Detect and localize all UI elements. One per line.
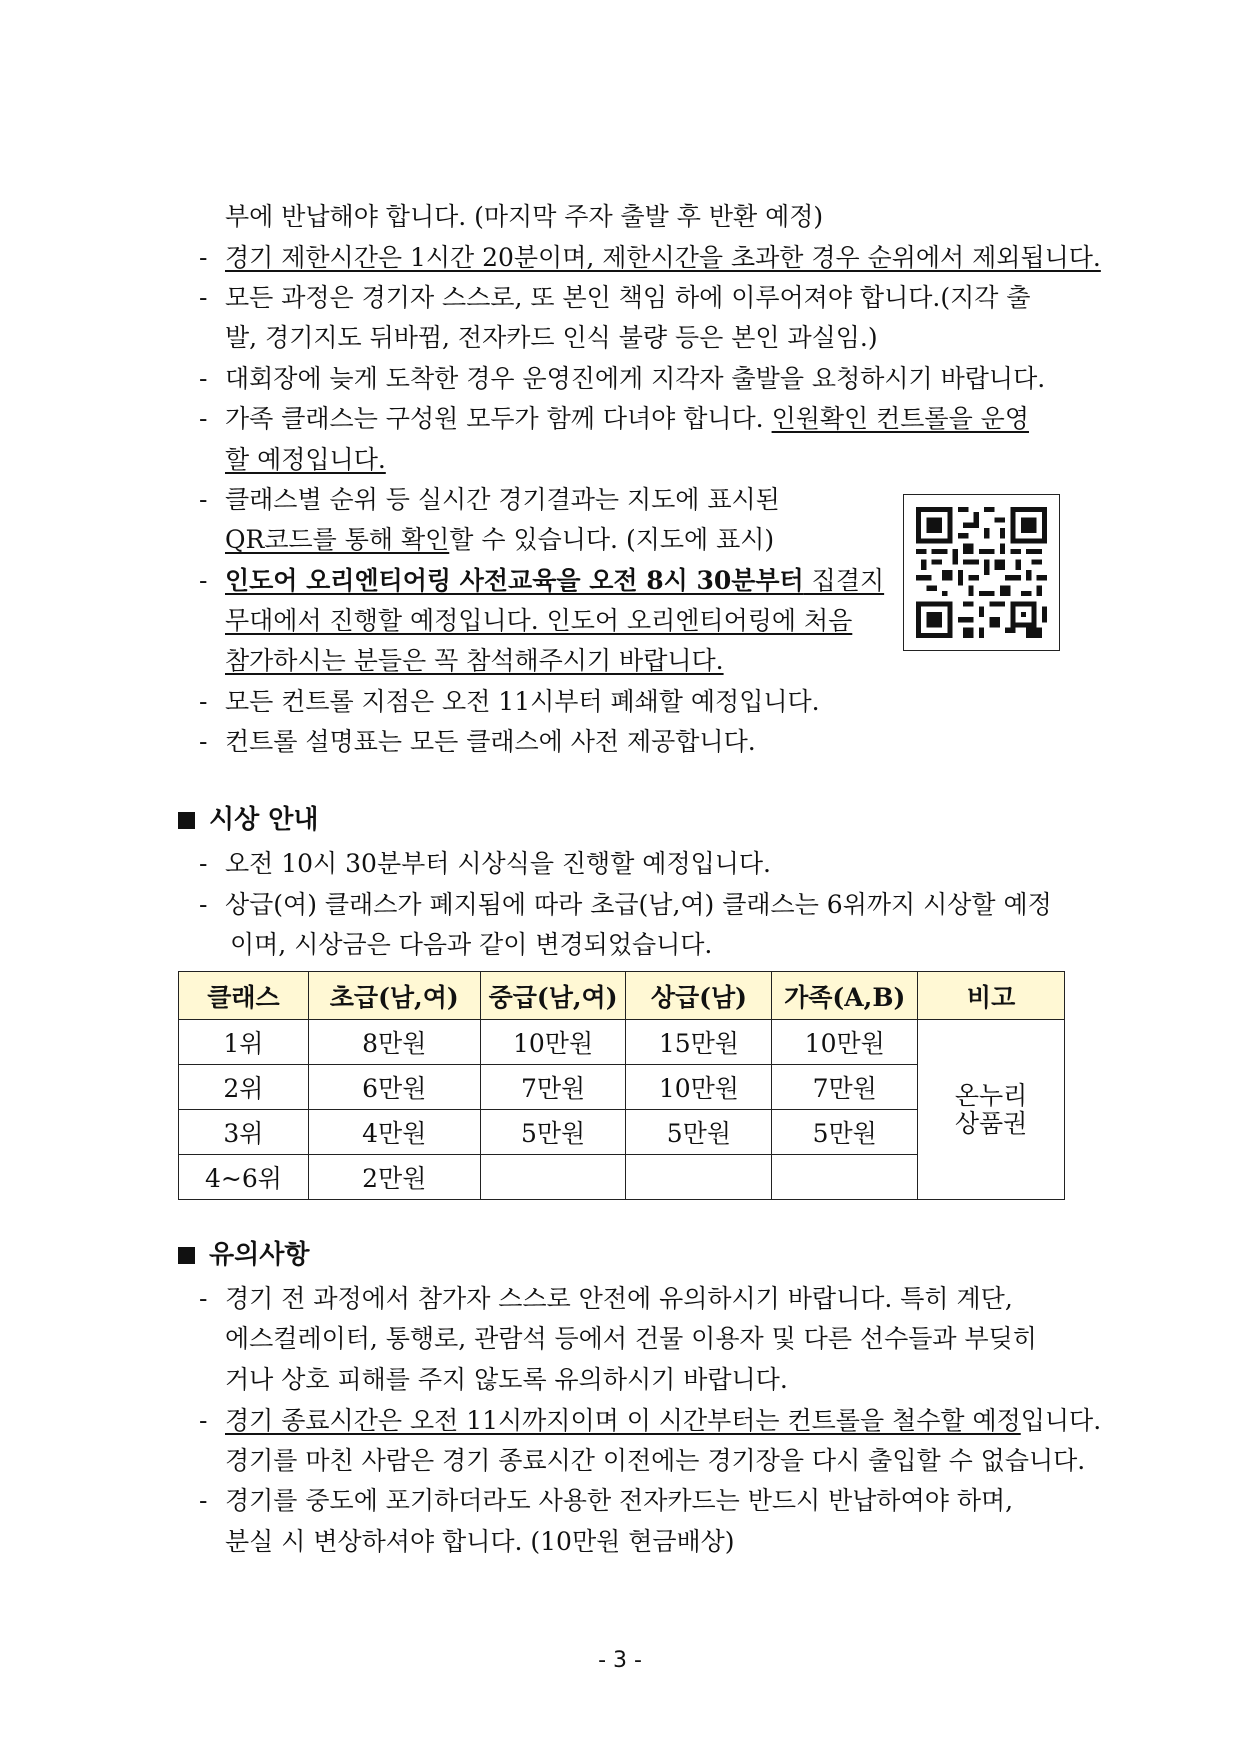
table-cell: 5만원	[772, 1110, 918, 1155]
page-number: - 3 -	[598, 1648, 642, 1673]
bullet-line: - 경기 전 과정에서 참가자 스스로 안전에 유의하시기 바랍니다. 특히 계단,	[199, 1284, 1013, 1313]
underlined-text: 경기 제한시간은 1시간 20분이며, 제한시간을 초과한 경우 순위에서 제외됩니다.	[225, 243, 1101, 272]
text-line: 발, 경기지도 뒤바뀜, 전자카드 인식 불량 등은 본인 과실임.)	[225, 323, 878, 352]
table-header-cell: 비고	[918, 972, 1065, 1020]
bullet-line: - 경기 제한시간은 1시간 20분이며, 제한시간을 초과한 경우 순위에서 제외됩니다.	[199, 243, 1101, 272]
bullet-line: - 경기 종료시간은 오전 11시까지이며 이 시간부터는 컨트롤을 철수할 예정입니다.	[199, 1406, 1102, 1435]
table-row	[179, 1020, 1065, 1065]
table-cell: 5만원	[626, 1110, 772, 1155]
bullet-line: - 가족 클래스는 구성원 모두가 함께 다녀야 합니다. 인원확인 컨트롤을 운영	[199, 404, 1029, 433]
note-line: 온누리	[954, 1080, 1028, 1110]
table-cell: 15만원	[626, 1020, 772, 1065]
table-cell: 7만원	[480, 1065, 626, 1110]
bullet-line: - 대회장에 늦게 도착한 경우 운영진에게 지각자 출발을 요청하시기 바랍니다.	[199, 364, 1046, 393]
text-line	[225, 604, 852, 638]
table-note-cell	[918, 1020, 1065, 1200]
table-cell: 10만원	[772, 1020, 918, 1065]
table-cell	[480, 1155, 626, 1200]
table-cell: 10만원	[480, 1020, 626, 1065]
underlined-text: 집결지	[803, 566, 885, 595]
bullet-line: - 컨트롤 설명표는 모든 클래스에 사전 제공합니다.	[199, 727, 756, 756]
section-heading-cautions: 유의사항	[178, 1238, 309, 1272]
table-cell: 1위	[179, 1020, 309, 1065]
text-line: 부에 반납해야 합니다. (마지막 주자 출발 후 반환 예정)	[225, 202, 824, 231]
text-line: 에스컬레이터, 통행로, 관람석 등에서 건물 이용자 및 다른 선수들과 부딪히	[225, 1324, 1037, 1353]
table-header-row	[179, 972, 1065, 1020]
underlined-text: QR코드를 통해 확인	[225, 525, 450, 554]
bullet-line: - 모든 과정은 경기자 스스로, 또 본인 책임 하에 이루어져야 합니다.(지각 출	[199, 283, 1031, 312]
table-cell: 4~6위	[179, 1155, 309, 1200]
table-header-cell: 클래스	[179, 972, 309, 1020]
text-line: 분실 시 변상하셔야 합니다. (10만원 현금배상)	[225, 1527, 735, 1556]
bullet-line: - 상급(여) 클래스가 폐지됨에 따라 초급(남,여) 클래스는 6위까지 시상할 예정	[199, 890, 1052, 919]
prize-table	[178, 971, 1065, 1200]
text-line: 경기를 마친 사람은 경기 종료시간 이전에는 경기장을 다시 출입할 수 없습니다.	[225, 1446, 1086, 1475]
square-bullet-icon	[178, 1247, 195, 1264]
text-line	[225, 443, 386, 477]
table-cell	[626, 1155, 772, 1200]
table-cell	[772, 1155, 918, 1200]
table-cell: 8만원	[308, 1020, 480, 1065]
table-cell: 2만원	[308, 1155, 480, 1200]
note-line: 상품권	[954, 1108, 1028, 1138]
square-bullet-icon	[178, 812, 195, 829]
text-line: QR코드를 통해 확인할 수 있습니다. (지도에 표시)	[225, 525, 775, 554]
table-cell: 3위	[179, 1110, 309, 1155]
underlined-text: 할 예정입니다.	[225, 445, 386, 474]
bullet-line: - 클래스별 순위 등 실시간 경기결과는 지도에 표시된	[199, 485, 780, 514]
table-cell: 5만원	[480, 1110, 626, 1155]
text-line: 거나 상호 피해를 주지 않도록 유의하시기 바랍니다.	[225, 1365, 788, 1394]
underlined-text: 인도어 오리엔티어링 사전교육을 오전 8시 30분부터	[225, 566, 804, 595]
table-cell: 4만원	[308, 1110, 480, 1155]
bullet-line: - 모든 컨트롤 지점은 오전 11시부터 폐쇄할 예정입니다.	[199, 687, 820, 716]
table-header-cell: 초급(남,여)	[308, 972, 480, 1020]
text-line: 이며, 시상금은 다음과 같이 변경되었습니다.	[230, 930, 713, 959]
bullet-line: - 경기를 중도에 포기하더라도 사용한 전자카드는 반드시 반납하여야 하며,	[199, 1486, 1014, 1515]
qr-code-icon[interactable]	[903, 494, 1060, 651]
table-header-cell: 중급(남,여)	[480, 972, 626, 1020]
qr-code-graphic	[916, 507, 1047, 638]
bullet-line: - 인도어 오리엔티어링 사전교육을 오전 8시 30분부터 집결지	[199, 566, 885, 595]
text-line	[225, 644, 724, 678]
table-cell: 2위	[179, 1065, 309, 1110]
underlined-text: 경기 종료시간은 오전 11시까지이며 이 시간부터는 컨트롤을 철수할 예정	[225, 1406, 1021, 1435]
underlined-text: 인원확인 컨트롤을 운영	[771, 404, 1029, 433]
table-header-cell: 상급(남)	[626, 972, 772, 1020]
section-heading-awards: 시상 안내	[178, 803, 319, 837]
table-header-cell: 가족(A,B)	[772, 972, 918, 1020]
table-cell: 7만원	[772, 1065, 918, 1110]
table-cell: 6만원	[308, 1065, 480, 1110]
table-cell: 10만원	[626, 1065, 772, 1110]
underlined-text: 무대에서 진행할 예정입니다. 인도어 오리엔티어링에 처음	[225, 606, 853, 635]
underlined-text: 참가하시는 분들은 꼭 참석해주시기 바랍니다.	[225, 646, 724, 675]
bullet-line: - 오전 10시 30분부터 시상식을 진행할 예정입니다.	[199, 849, 772, 878]
